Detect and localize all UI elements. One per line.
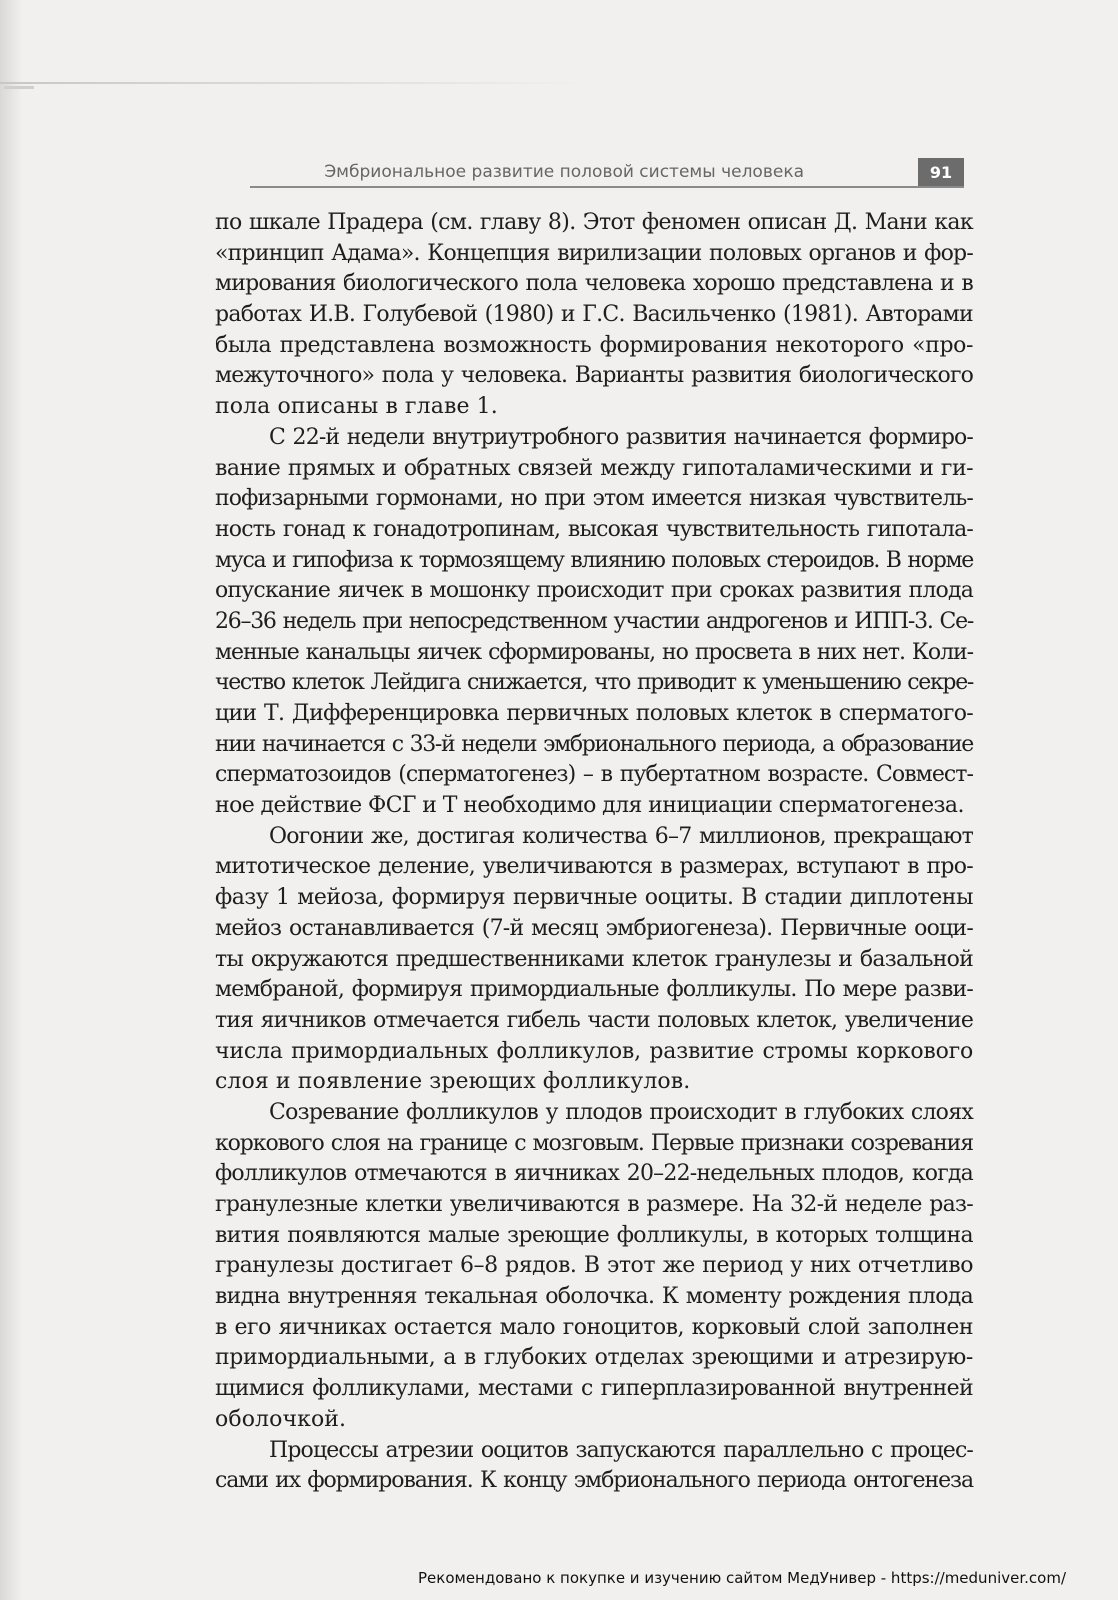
text-line: слоя и появление зреющих фолликулов. [215, 1069, 691, 1095]
text-line: межуточного» пола у человека. Варианты развития биологического [215, 363, 973, 389]
text-line: «принцип Адама». Концепция вирилизации половых органов и фор- [215, 240, 973, 266]
text-line: сперматозоидов (сперматогенез) – в пубертатном возрасте. Совмест- [215, 762, 973, 788]
text-line: мирования биологического пола человека хорошо представлена и в [215, 271, 973, 297]
text-line: щимися фолликулами, местами с гиперплазированной внутренней [215, 1376, 973, 1402]
text-line: примордиальными, а в глубоких отделах зреющими и атрезирую- [215, 1345, 973, 1371]
text-line: С 22-й недели внутриутробного развития начинается формиро- [269, 424, 973, 450]
text-line: чество клеток Лейдига снижается, что приводит к уменьшению секре- [215, 670, 973, 696]
text-line: нии начинается с 33-й недели эмбрионального периода, а образование [215, 731, 973, 757]
text-line: видна внутренняя текальная оболочка. К моменту рождения плода [215, 1284, 973, 1310]
text-line: числа примордиальных фолликулов, развитие стромы коркового [215, 1038, 973, 1064]
page-number: 91 [918, 158, 964, 186]
text-line: фолликулов отмечаются в яичниках 20–22-недельных плодов, когда [215, 1161, 973, 1187]
footer-note: Рекомендовано к покупке и изучению сайтом МедУнивер - https://meduniver.com/ [418, 1569, 1066, 1587]
text-line: пола описаны в главе 1. [215, 394, 498, 420]
running-header [250, 158, 964, 188]
text-line: опускание яичек в мошонку происходит при сроках развития плода [215, 578, 973, 604]
text-line: пофизарными гормонами, но при этом имеется низкая чувствитель- [215, 486, 973, 512]
text-line: ность гонад к гонадотропинам, высокая чувствительность гипотала- [215, 516, 973, 542]
text-line: ции Т. Дифференцировка первичных половых клеток в сперматого- [215, 701, 973, 726]
scan-mark-nick [4, 86, 34, 89]
body-text [215, 208, 973, 1497]
page-edge-shadow [0, 0, 22, 1600]
text-line: по шкале Прадера (см. главу 8). Этот феномен описан Д. Мани как [215, 210, 973, 235]
scan-mark-line [0, 82, 590, 84]
text-line: ное действие ФСГ и Т необходимо для инициации сперматогенеза. [215, 793, 964, 819]
header-rule [250, 186, 964, 188]
text-line: Процессы атрезии ооцитов запускаются параллельно с процес- [269, 1437, 973, 1463]
text-line: мейоз останавливается (7-й месяц эмбриогенеза). Первичные ооци- [215, 915, 973, 941]
text-line: мембраной, формируя примордиальные фолликулы. По мере разви- [215, 977, 973, 1003]
header-title: Эмбриональное развитие половой системы человека [324, 162, 804, 182]
text-line: тия яичников отмечается гибель части половых клеток, увеличение [215, 1007, 973, 1033]
text-line: коркового слоя на границе с мозговым. Первые признаки созревания [215, 1130, 973, 1156]
text-line: ты окружаются предшественниками клеток гранулезы и базальной [215, 946, 973, 972]
text-line: митотическое деление, увеличиваются в размерах, вступают в про- [215, 854, 973, 880]
text-line: оболочкой. [215, 1406, 347, 1432]
text-line: была представлена возможность формирования некоторого «про- [215, 332, 973, 358]
text-line: Созревание фолликулов у плодов происходит в глубоких слоях [269, 1099, 973, 1125]
text-line: вание прямых и обратных связей между гипоталамическими и ги- [215, 455, 973, 481]
text-line: фазу 1 мейоза, формируя первичные ооциты. В стадии диплотены [215, 885, 973, 911]
text-line: сами их формирования. К концу эмбрионального периода онтогенеза [215, 1468, 973, 1494]
text-line: гранулезы достигает 6–8 рядов. В этот же период у них отчетливо [215, 1253, 973, 1279]
text-line: муса и гипофиза к тормозящему влиянию половых стероидов. В норме [215, 547, 973, 573]
text-line: работах И.В. Голубевой (1980) и Г.С. Васильченко (1981). Авторами [215, 302, 973, 328]
text-line: Оогонии же, достигая количества 6–7 миллионов, прекращают [269, 823, 973, 849]
text-line: гранулезные клетки увеличиваются в размере. На 32-й неделе раз- [215, 1192, 973, 1217]
text-line: в его яичниках остается мало гоноцитов, корковый слой заполнен [215, 1314, 973, 1340]
text-line: менные канальцы яичек сформированы, но просвета в них нет. Коли- [215, 639, 973, 665]
text-line: 26–36 недель при непосредственном участии андрогенов и ИПП-3. Се- [215, 608, 973, 634]
text-line: вития появляются малые зреющие фолликулы, в которых толщина [215, 1222, 973, 1248]
